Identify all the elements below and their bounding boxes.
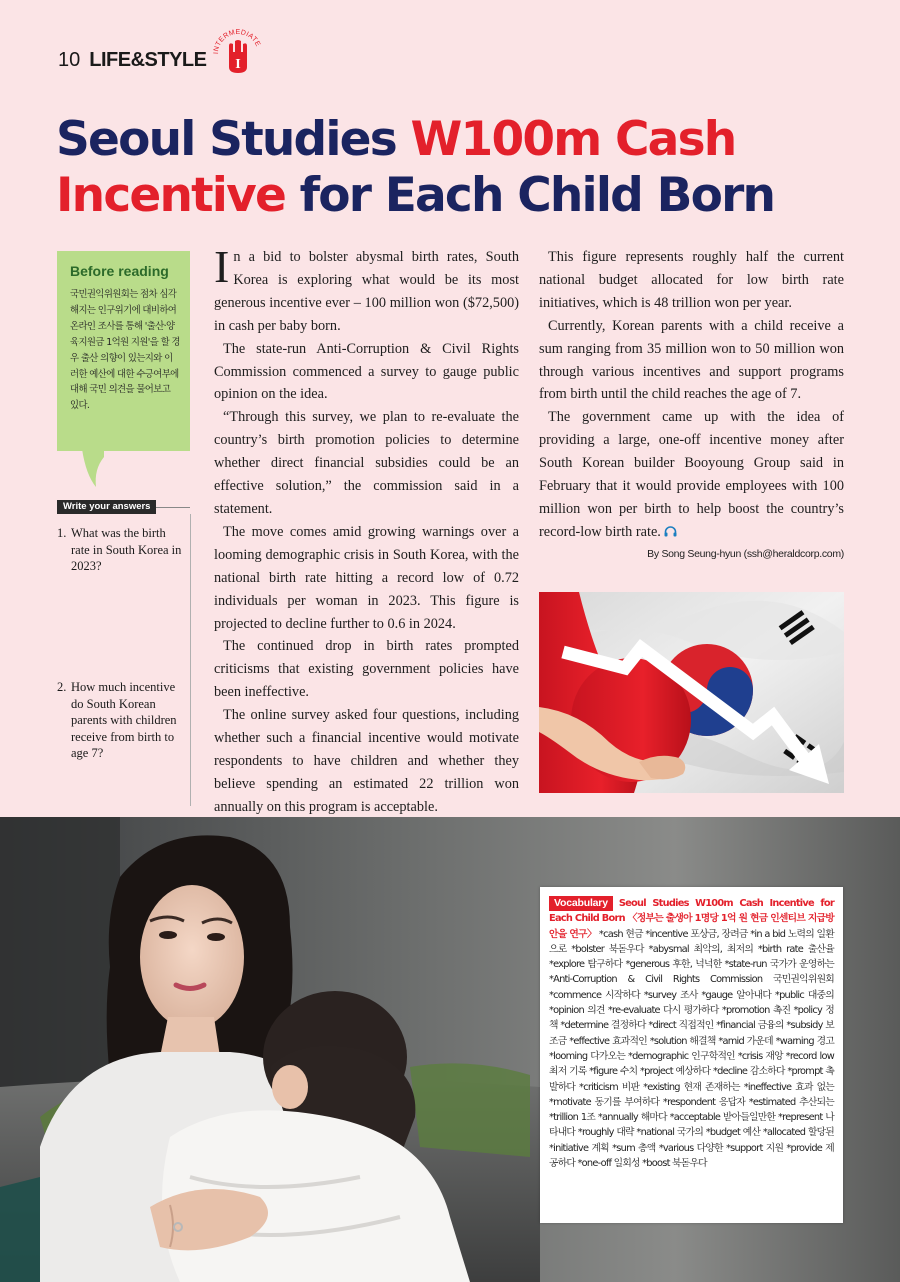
article-paragraph xyxy=(539,406,844,543)
question-2 xyxy=(57,679,182,762)
level-badge-text: INTERMEDIATE xyxy=(212,28,262,55)
before-reading-box xyxy=(57,251,190,451)
article-column-2 xyxy=(539,246,844,544)
article-paragraph xyxy=(214,241,519,338)
page-number: 10 xyxy=(58,48,81,71)
article-column-1 xyxy=(214,241,519,819)
page-header xyxy=(58,42,206,78)
title-part-4: for Each Child Born xyxy=(285,168,775,223)
headphones-icon[interactable] xyxy=(664,526,677,537)
question-number: 2. xyxy=(57,680,67,694)
title-part-2: W100m Cash xyxy=(410,112,736,167)
paragraph-text: The government came up with the idea of providing a large, one-off incentive money after South Korean builder Booyoung Group said in February that it would provide employees with 100 million won per birth to help boost the country’s record-low birth rate. xyxy=(539,409,844,540)
byline: By Song Seung-hyun (ssh@heraldcorp.com) xyxy=(647,548,844,560)
section-name: LIFE&STYLE xyxy=(89,48,207,71)
article-paragraph: This figure represents roughly half the current national budget allocated for low birth rate initiatives, which is 48 trillion won per year. xyxy=(539,249,844,311)
sidebar-rule xyxy=(190,514,191,806)
article-title xyxy=(56,112,856,224)
question-text: What was the birth rate in South Korea in 2023? xyxy=(71,526,182,573)
article-paragraph: The online survey asked four questions, including whether such a financial incentive would motivate respondents to have children and whether they believe spending an estimated 22 trillion won annually on this program is acceptable. xyxy=(214,707,519,815)
before-reading-text: 국민권익위원회는 점차 심각해지는 인구위기에 대비하여 온라인 조사를 통해 '출산·양육지원금 1억원 지원'을 할 경우 출산 의향이 있는지와 이러한 예산에 대한 수긍여부에 대해 국민 의견을 물어보고 있다. xyxy=(70,289,180,412)
question-number: 1. xyxy=(57,526,67,540)
vocabulary-list: *cash 현금 *incentive 포상금, 장려금 *in a bid 노력의 일환으로 *bolster 북돋우다 *abysmal 최악의, 최저의 *birth rate 출산율 *explore 탐구하다 *generous 후한, 넉넉한 *state-run 국가가 운영하는 *Anti-Corruption & Civil Rights Commission 국민권익위원회 *commence 시작하다 *survey 조사 *gauge 알아내다 *public 대중의 *opinion 의견 *re-evaluate 다시 평가하다 *promotion 촉진 *policy 정책 *determine 결정하다 *direct 직접적인 *financial 금융의 *subsidy 보조금 *effective 효과적인 *solution 해결책 *amid 가운데 *warning 경고 *looming 다가오는 *demographic 인구학적인 *crisis 재앙 *record low 최저 기록 *figure 수치 *project 예상하다 *decline 감소하다 *prompt 촉발하다 *criticism 비판 *existing 현재 존재하는 *ineffective 효과 없는 *motivate 동기를 부여하다 *respondent 응답자 *estimated 추산되는 *trillion 1조 *annually 해마다 *acceptable 받아들일만한 *represent 나타내다 *roughly 대략 *national 국가의 *budget 예산 *allocated 할당된 *initiative 계획 *sum 총액 *various 다양한 *support 지원 *provide 제공하다 *one-off 일회성 *boost 북돋우다 xyxy=(549,928,834,1170)
question-text: How much incentive do South Korean parents with children receive from birth to age 7? xyxy=(71,680,177,760)
intermediate-badge-icon xyxy=(212,24,264,76)
vocabulary-title: Seoul Studies W100m Cash Incentive for Each Child Born 〈정부는 출생아 1명당 1억 원 현금 인센티브 지급방안을 연구〉 xyxy=(549,898,834,940)
article-paragraph: The continued drop in birth rates prompted criticisms that existing government policies have been ineffective. xyxy=(214,638,519,701)
article-paragraph: Currently, Korean parents with a child receive a sum ranging from 35 million won to 50 million won through various incentives and support programs from birth until the child reaches the age of 7. xyxy=(539,317,844,403)
title-part-3: Incentive xyxy=(56,168,286,223)
article-paragraph: “Through this survey, we plan to re-evaluate the country’s birth promotion policies to determine whether direct financial subsidies could be an effective solution,” the commission said in a statement. xyxy=(214,409,519,517)
title-part-1: Seoul Studies xyxy=(56,112,411,167)
vocabulary-tag: Vocabulary xyxy=(549,896,613,911)
before-reading-heading: Before reading xyxy=(70,263,169,279)
speech-tail-shape xyxy=(82,449,104,489)
paragraph-text: n a bid to bolster abysmal birth rates, South Korea is exploring what would be its most generous incentive ever – 100 million won ($72,500) in cash per baby born. xyxy=(214,249,519,334)
vocabulary-box xyxy=(540,887,843,1223)
article-photo-birthrate xyxy=(539,592,844,793)
question-1 xyxy=(57,525,182,575)
article-paragraph: The move comes amid growing warnings over a looming demographic crisis in South Korea, with the national birth rate hitting a record low of 0.72 individuals per woman in 2023. This figure is projected to decline further to 0.6 in 2024. xyxy=(214,523,519,632)
article-paragraph: The state-run Anti-Corruption & Civil Rights Commission commenced a survey to gauge public opinion on the idea. xyxy=(214,340,519,403)
drop-cap: I xyxy=(214,241,230,292)
write-answers-label: Write your answers xyxy=(57,500,156,514)
level-letter: I xyxy=(235,57,241,72)
